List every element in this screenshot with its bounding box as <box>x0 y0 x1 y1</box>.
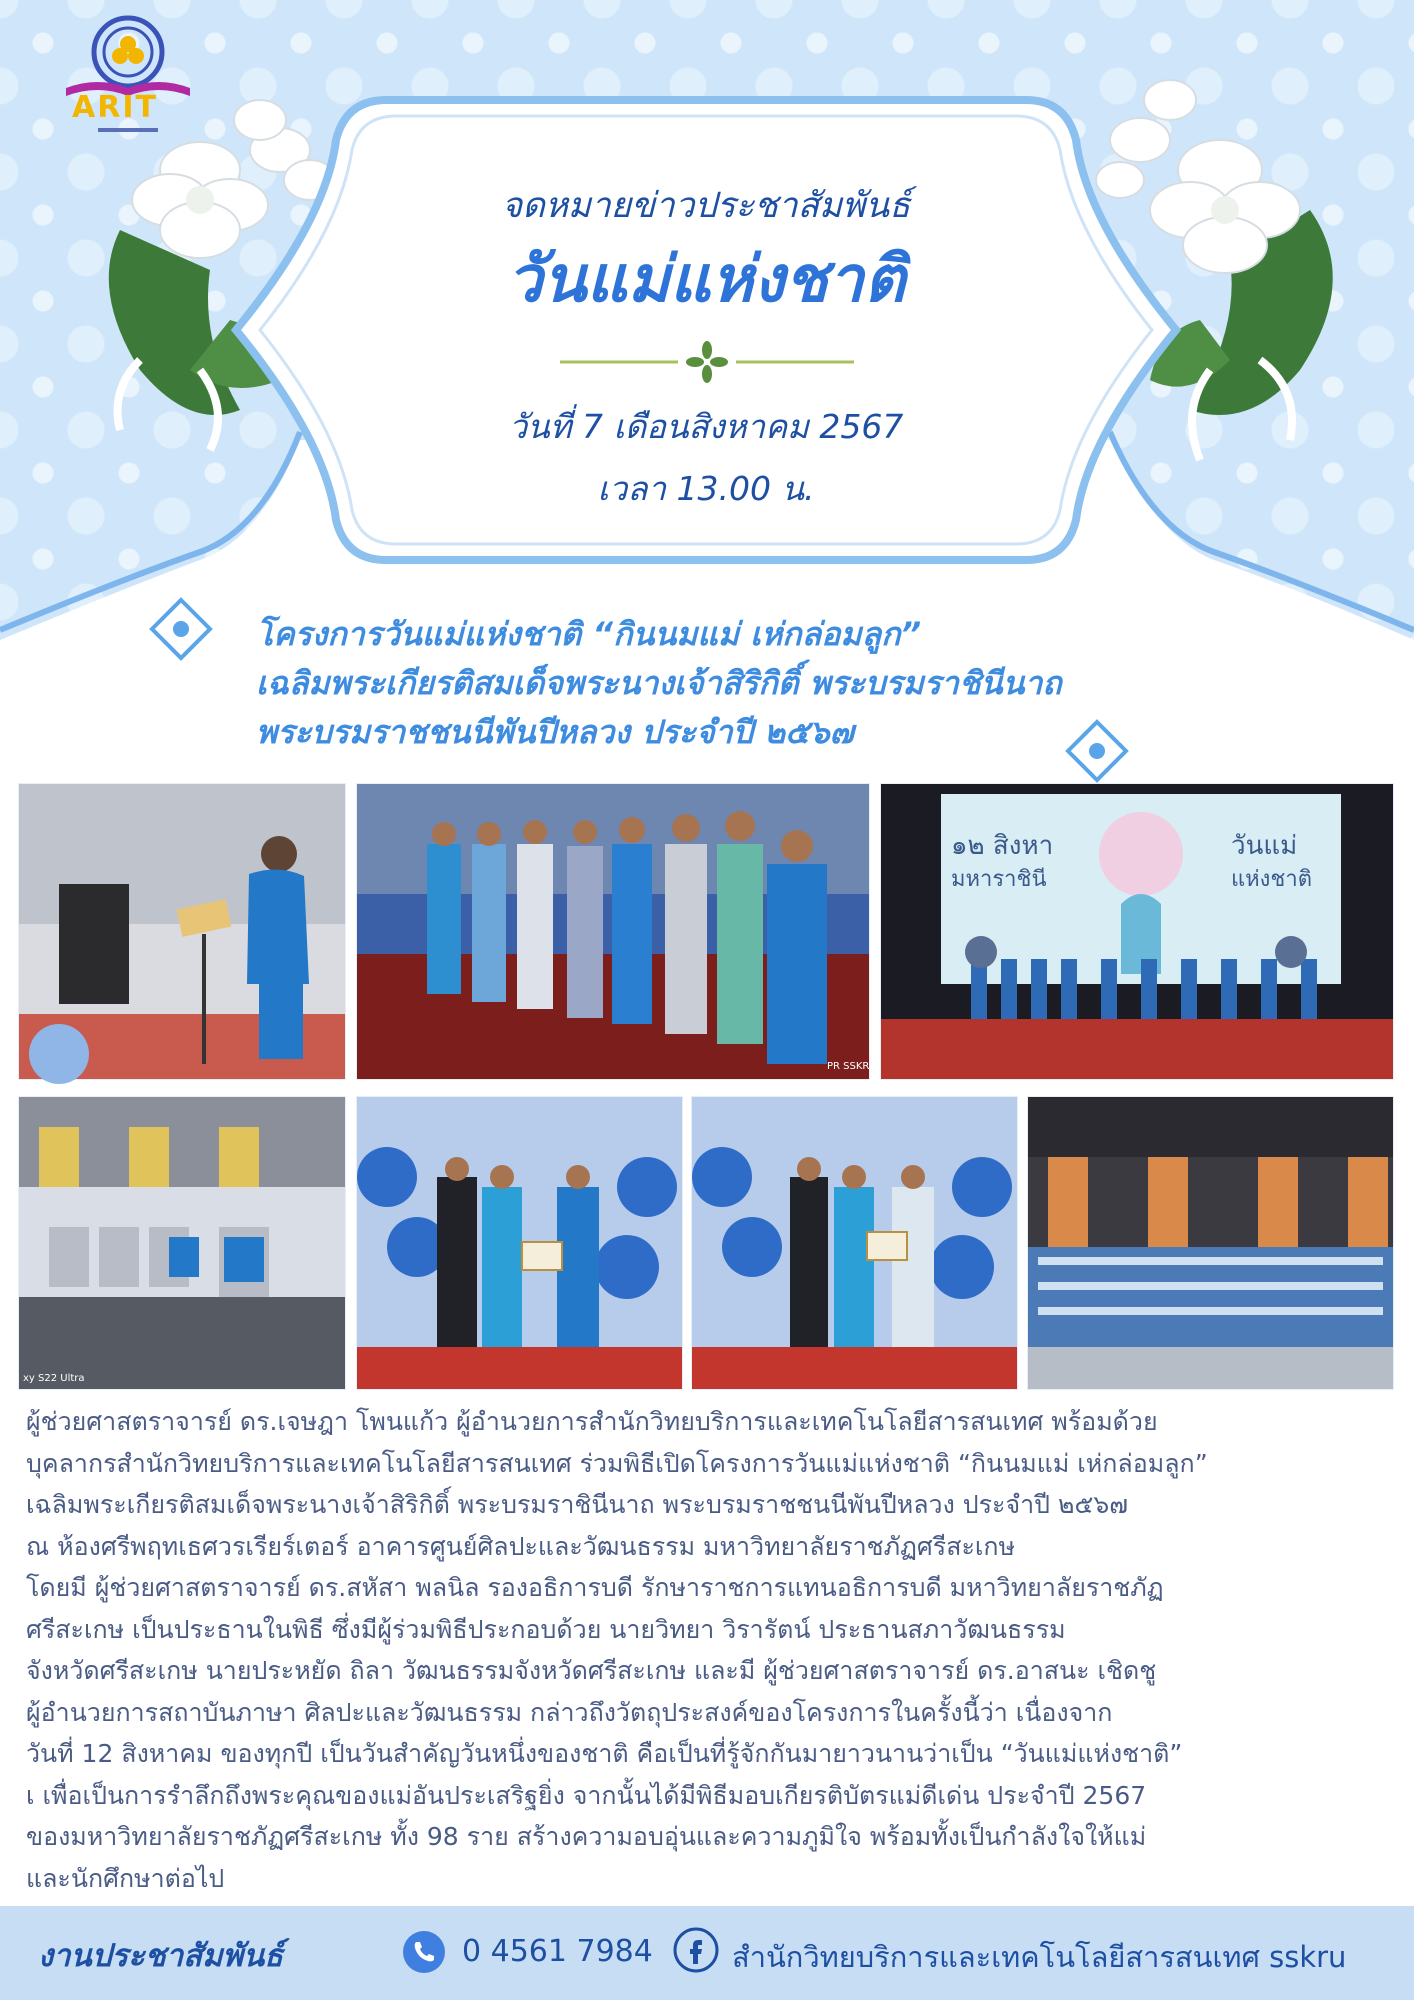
body-line: ผู้ช่วยศาสตราจารย์ ดร.เจษฎา โพนแก้ว ผู้อำนวยการสำนักวิทยบริการและเทคโนโลยีสารสนเทศ พร้อมด้วย <box>26 1407 1158 1436</box>
event-time: เวลา 13.00 น. <box>597 469 815 508</box>
logo-text: ARIT <box>72 90 158 125</box>
photo-certificate-award-2 <box>691 1096 1018 1390</box>
newsletter-kicker: จดหมายข่าวประชาสัมพันธ์ <box>501 186 911 226</box>
stage-banner-text: วันแม่ <box>1231 831 1298 861</box>
event-date: วันที่ 7 เดือนสิงหาคม 2567 <box>508 407 904 446</box>
diamond-ornament-icon <box>150 598 212 660</box>
phone-icon[interactable] <box>402 1930 446 1974</box>
body-line: จังหวัดศรีสะเกษ นายประหยัด ถิลา วัฒนธรรมจังหวัดศรีสะเกษ และมี ผู้ช่วยศาสตราจารย์ ดร.อาสนะ เชิดชู <box>26 1656 1157 1685</box>
photo-watermark: PR SSKRU <box>827 1061 877 1072</box>
photo-speaker-podium <box>18 783 346 1080</box>
project-title <box>256 610 1356 757</box>
body-line: เฉลิมพระเกียรติสมเด็จพระนางเจ้าสิริกิติ์ พระบรมราชินีนาถ พระบรมราชชนนีพันปีหลวง ประจำปี ๒๕๖๗ <box>26 1490 1129 1519</box>
photo-hall-audience <box>1027 1096 1394 1390</box>
phone-number[interactable]: 0 4561 7984 <box>462 1934 653 1969</box>
body-line: บุคลากรสำนักวิทยบริการและเทคโนโลยีสารสนเทศ ร่วมพิธีเปิดโครงการวันแม่แห่งชาติ “กินนมแม่ เห่กล่อมลูก” <box>26 1448 1208 1478</box>
photo-officials-standing <box>356 783 877 1080</box>
project-title-line: โครงการวันแม่แห่งชาติ “กินนมแม่ เห่กล่อมลูก” <box>256 615 922 653</box>
stage-banner-text: ๑๒ สิงหา <box>951 831 1054 861</box>
ornament-divider <box>560 340 854 384</box>
body-line: ของมหาวิทยาลัยราชภัฏศรีสะเกษ ทั้ง 98 ราย สร้างความอบอุ่นและความภูมิใจ พร้อมทั้งเป็นกำลังใจให้แม่ <box>26 1822 1147 1851</box>
body-line: วันที่ 12 สิงหาคม ของทุกปี เป็นวันสำคัญวันหนึ่งของชาติ คือเป็นที่รู้จักกันมายาวนานว่าเป็น “วันแม่แห่งชาติ” <box>26 1739 1183 1768</box>
facebook-icon[interactable] <box>672 1926 720 1974</box>
stage-banner-text: มหาราชินี <box>951 867 1047 892</box>
page-title: วันแม่แห่งชาติ <box>506 243 906 317</box>
photo-certificate-award-1 <box>356 1096 683 1390</box>
body-line: ศรีสะเกษ เป็นประธานในพิธี ซึ่งมีผู้ร่วมพิธีประกอบด้วย นายวิทยา วิรารัตน์ ประธานสภาวัฒนธรรม <box>26 1614 1066 1644</box>
body-line: ณ ห้องศรีพฤทเธศวรเรียร์เตอร์ อาคารศูนย์ศิลปะและวัฒนธรรม มหาวิทยาลัยราชภัฏศรีสะเกษ <box>26 1531 1016 1561</box>
project-title-line: พระบรมราชชนนีพันปีหลวง ประจำปี ๒๕๖๗ <box>256 713 854 751</box>
project-title-line: เฉลิมพระเกียรติสมเด็จพระนางเจ้าสิริกิติ์ พระบรมราชินีนาถ <box>256 664 1062 702</box>
photo-stage-banner <box>880 783 1394 1080</box>
news-body <box>26 1401 1396 1899</box>
photo-audience-seated <box>18 1096 346 1390</box>
footer-label: งานประชาสัมพันธ์ <box>38 1938 284 1974</box>
body-line: และนักศึกษาต่อไป <box>26 1863 225 1893</box>
camera-mark: xy S22 Ultra <box>23 1373 85 1384</box>
body-line: ผู้อำนวยการสถาบันภาษา ศิลปะและวัฒนธรรม กล่าวถึงวัตถุประสงค์ของโครงการในครั้งนี้ว่า เนื่องจาก <box>26 1697 1113 1727</box>
facebook-page-name[interactable]: สำนักวิทยบริการและเทคโนโลยีสารสนเทศ sskru <box>732 1940 1347 1974</box>
body-line: เ เพื่อเป็นการรำลึกถึงพระคุณของแม่อันประเสริฐยิ่ง จากนั้นได้มีพิธีมอบเกียรติบัตรแม่ดีเด่น ประจำปี 2567 <box>26 1780 1147 1810</box>
stage-banner-text: แห่งชาติ <box>1231 867 1312 892</box>
body-line: โดยมี ผู้ช่วยศาสตราจารย์ ดร.สหัสา พลนิล รองอธิการบดี รักษาราชการแทนอธิการบดี มหาวิทยาลัยราชภัฏ <box>26 1573 1164 1602</box>
